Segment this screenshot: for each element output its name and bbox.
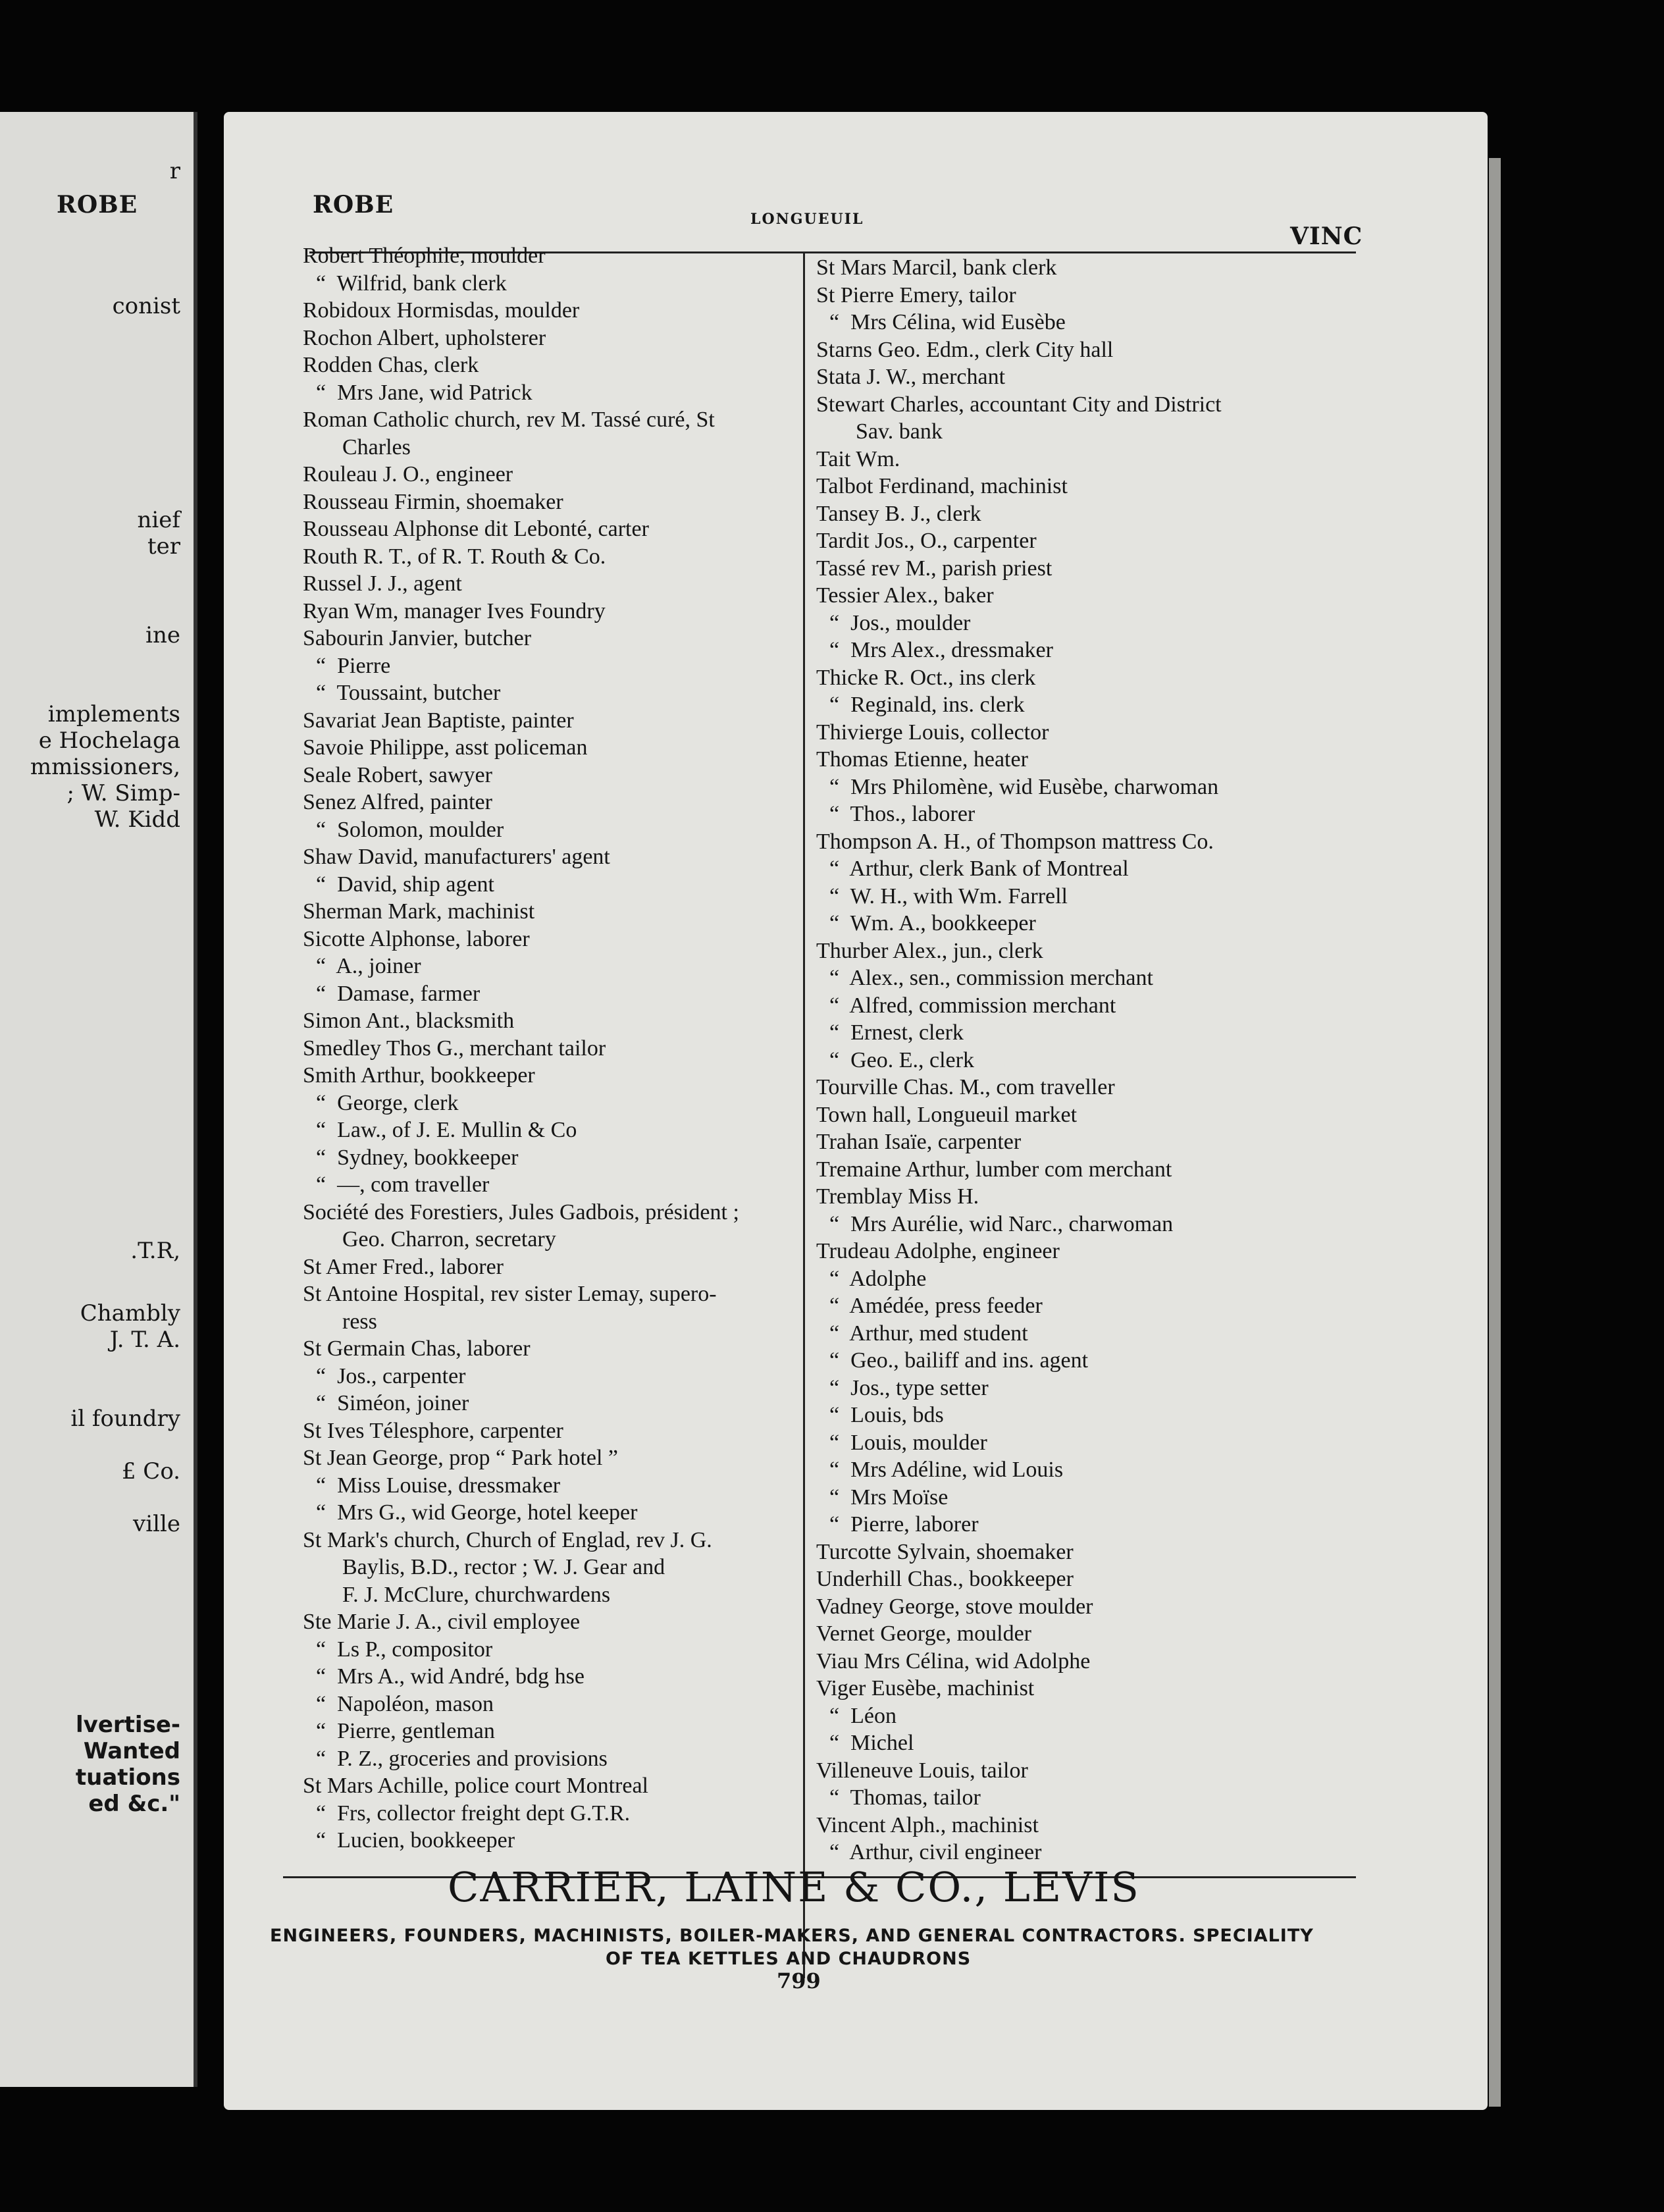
left-page-fragment: tuations [75, 1764, 180, 1791]
directory-entry: “ W. H., with Wm. Farrell [829, 883, 1068, 908]
directory-entry: “ Wilfrid, bank clerk [316, 271, 507, 296]
directory-entry: “ Adolphe [829, 1266, 927, 1291]
header-center: LONGUEUIL [750, 211, 864, 228]
directory-entry: “ —, com traveller [316, 1172, 490, 1197]
directory-entry: “ Mrs Aurélie, wid Narc., charwoman [829, 1211, 1174, 1236]
left-page-fragment: r [169, 158, 180, 184]
directory-entry: “ Lucien, bookkeeper [316, 1828, 515, 1853]
directory-entry: Trudeau Adolphe, engineer [816, 1239, 1060, 1263]
directory-entry: Vernet George, moulder [816, 1621, 1031, 1646]
directory-entry: “ Pierre, gentleman [316, 1719, 495, 1743]
directory-entry: Thomas Etienne, heater [816, 747, 1028, 772]
directory-entry: “ Wm. A., bookkeeper [829, 911, 1036, 935]
directory-entry: “ Arthur, med student [829, 1321, 1028, 1346]
directory-entry: Starns Geo. Edm., clerk City hall [816, 337, 1114, 362]
directory-entry: Smith Arthur, bookkeeper [303, 1063, 535, 1088]
left-page-fragment: nief [137, 507, 180, 533]
directory-entry: “ Mrs Célina, wid Eusèbe [829, 310, 1066, 334]
directory-page [224, 112, 1488, 2110]
left-page-fragment: ; W. Simp- [66, 780, 180, 806]
directory-entry: Savariat Jean Baptiste, painter [303, 708, 574, 733]
directory-entry: Trahan Isaïe, carpenter [816, 1130, 1022, 1154]
left-page-fragment: Wanted [83, 1738, 180, 1764]
directory-entry: Thivierge Louis, collector [816, 720, 1049, 745]
directory-entry: St Mark's church, Church of Englad, rev J. G. [303, 1527, 712, 1552]
directory-entry: “ Léon [829, 1703, 897, 1728]
directory-entry: “ Toussaint, butcher [316, 681, 501, 705]
directory-entry: Ryan Wm, manager Ives Foundry [303, 598, 606, 623]
directory-entry: “ Mrs A., wid André, bdg hse [316, 1664, 585, 1689]
directory-entry: Baylis, B.D., rector ; W. J. Gear and [342, 1555, 665, 1579]
left-page-fragment: lvertise- [76, 1712, 180, 1738]
directory-entry: St Mars Achille, police court Montreal [303, 1774, 648, 1798]
directory-entry: “ Arthur, clerk Bank of Montreal [829, 856, 1129, 881]
directory-entry: “ Frs, collector freight dept G.T.R. [316, 1801, 631, 1826]
directory-entry: Stewart Charles, accountant City and District [816, 392, 1222, 417]
directory-entry: Town hall, Longueuil market [816, 1102, 1078, 1127]
directory-entry: “ Pierre [316, 653, 391, 678]
directory-entry: Rodden Chas, clerk [303, 353, 479, 377]
left-page-fragment: W. Kidd [94, 806, 180, 833]
directory-entry: “ Sydney, bookkeeper [316, 1145, 519, 1170]
directory-entry: “ Mrs Adéline, wid Louis [829, 1458, 1064, 1482]
directory-entry: “ Solomon, moulder [316, 817, 504, 842]
directory-entry: Rochon Albert, upholsterer [303, 325, 546, 350]
directory-entry: Tait Wm. [816, 446, 900, 471]
directory-entry: “ Siméon, joiner [316, 1391, 469, 1415]
directory-entry: Thicke R. Oct., ins clerk [816, 665, 1036, 690]
directory-entry: “ Arthur, civil engineer [829, 1840, 1042, 1864]
left-page-fragment: .T.R, [130, 1238, 180, 1264]
directory-entry: “ David, ship agent [316, 872, 494, 897]
directory-entry: “ Louis, bds [829, 1403, 944, 1427]
directory-entry: “ Jos., type setter [829, 1375, 989, 1400]
directory-entry: “ Louis, moulder [829, 1430, 987, 1455]
directory-entry: St Pierre Emery, tailor [816, 282, 1016, 307]
directory-entry: Rousseau Firmin, shoemaker [303, 489, 563, 514]
directory-entry: Tassé rev M., parish priest [816, 556, 1053, 581]
left-page-fragment: ville [133, 1511, 180, 1537]
directory-entry: “ Geo., bailiff and ins. agent [829, 1348, 1089, 1373]
header-right: VINC [1290, 223, 1363, 250]
directory-entry: Tardit Jos., O., carpenter [816, 529, 1037, 553]
directory-entry: Routh R. T., of R. T. Routh & Co. [303, 544, 606, 569]
directory-entry: Thompson A. H., of Thompson mattress Co. [816, 829, 1214, 854]
directory-entry: “ Napoléon, mason [316, 1691, 494, 1716]
left-page-fragment: e Hochelaga [38, 727, 180, 754]
directory-entry: Stata J. W., merchant [816, 365, 1006, 389]
directory-entry: Geo. Charron, secretary [342, 1227, 556, 1251]
directory-entry: Turcotte Sylvain, shoemaker [816, 1539, 1074, 1564]
directory-entry: “ Michel [829, 1731, 914, 1755]
directory-entry: St Germain Chas, laborer [303, 1336, 531, 1361]
directory-entry: Shaw David, manufacturers' agent [303, 845, 610, 869]
directory-entry: “ Mrs Alex., dressmaker [829, 638, 1053, 662]
directory-entry: Vincent Alph., machinist [816, 1812, 1039, 1837]
directory-entry: Robidoux Hormisdas, moulder [303, 298, 580, 323]
directory-entry: “ A., joiner [316, 954, 421, 978]
directory-entry: Seale Robert, sawyer [303, 762, 492, 787]
directory-entry: ress [342, 1309, 377, 1334]
directory-entry: “ Ls P., compositor [316, 1637, 493, 1662]
directory-entry: “ Thos., laborer [829, 802, 975, 826]
directory-entry: St Amer Fred., laborer [303, 1254, 504, 1279]
directory-entry: “ Mrs Philomène, wid Eusèbe, charwoman [829, 774, 1219, 799]
directory-entry: St Mars Marcil, bank clerk [816, 255, 1057, 280]
directory-entry: Russel J. J., agent [303, 571, 462, 596]
directory-entry: Sherman Mark, machinist [303, 899, 535, 924]
directory-entry: Vadney George, stove moulder [816, 1594, 1093, 1619]
directory-entry: “ Reginald, ins. clerk [829, 693, 1025, 717]
directory-entry: Viger Eusèbe, machinist [816, 1676, 1035, 1700]
directory-entry: Sabourin Janvier, butcher [303, 626, 532, 650]
directory-entry: Savoie Philippe, asst policeman [303, 735, 588, 760]
left-page-fragment: Chambly [80, 1300, 180, 1327]
directory-entry: “ Ernest, clerk [829, 1020, 964, 1045]
left-page-fragment: ine [145, 622, 180, 648]
directory-entry: “ Amédée, press feeder [829, 1294, 1043, 1318]
directory-entry: “ Miss Louise, dressmaker [316, 1473, 561, 1498]
directory-entry: St Ives Télesphore, carpenter [303, 1418, 563, 1443]
column-divider [803, 253, 805, 1978]
directory-entry: Underhill Chas., bookkeeper [816, 1567, 1074, 1591]
left-page-fragment: ed &c." [88, 1791, 180, 1817]
page-number: 799 [777, 1968, 821, 1993]
advertisement-line-1: ENGINEERS, FOUNDERS, MACHINISTS, BOILER-MAKERS, AND GENERAL CONTRACTORS. SPECIALITY [270, 1926, 1314, 1946]
left-page [0, 112, 197, 2087]
directory-entry: “ P. Z., groceries and provisions [316, 1746, 608, 1771]
left-page-fragment: £ Co. [121, 1458, 180, 1485]
left-page-header: ROBE [57, 191, 138, 219]
left-page-fragment: J. T. A. [109, 1327, 180, 1353]
directory-entry: Villeneuve Louis, tailor [816, 1758, 1028, 1783]
directory-entry: “ Jos., carpenter [316, 1363, 466, 1388]
directory-entry: Charles [342, 434, 411, 460]
directory-entry: “ Jos., moulder [829, 610, 971, 635]
page-edge [1489, 158, 1501, 2107]
directory-entry: “ Mrs Moïse [829, 1485, 949, 1510]
advertisement-line-2: OF TEA KETTLES AND CHAUDRONS [606, 1949, 972, 1969]
directory-entry: “ Law., of J. E. Mullin & Co [316, 1118, 577, 1142]
left-page-fragment: conist [112, 293, 180, 319]
advertisement-title: CARRIER, LAINE & CO., LEVIS [448, 1863, 1140, 1911]
left-page-fragment: mmissioners, [30, 754, 180, 780]
header-left: ROBE [313, 191, 394, 219]
directory-entry: Talbot Ferdinand, machinist [816, 474, 1068, 498]
directory-entry: Sicotte Alphonse, laborer [303, 926, 530, 951]
directory-entry: Roman Catholic church, rev M. Tassé curé, St [303, 408, 715, 432]
directory-entry: “ Pierre, laborer [829, 1512, 979, 1537]
directory-entry: Rousseau Alphonse dit Lebonté, carter [303, 517, 649, 541]
directory-entry: St Antoine Hospital, rev sister Lemay, supero- [303, 1282, 717, 1306]
directory-entry: “ Mrs G., wid George, hotel keeper [316, 1500, 638, 1525]
directory-entry: Viau Mrs Célina, wid Adolphe [816, 1648, 1091, 1673]
directory-entry: “ Geo. E., clerk [829, 1047, 974, 1072]
directory-entry: “ Alfred, commission merchant [829, 993, 1116, 1018]
left-page-fragment: implements [47, 701, 180, 727]
directory-entry: “ Damase, farmer [316, 981, 481, 1006]
directory-entry: F. J. McClure, churchwardens [342, 1582, 611, 1607]
directory-entry: Tansey B. J., clerk [816, 501, 981, 526]
directory-entry: St Jean George, prop “ Park hotel ” [303, 1446, 619, 1470]
directory-entry: Smedley Thos G., merchant tailor [303, 1036, 606, 1061]
directory-entry: Société des Forestiers, Jules Gadbois, président ; [303, 1199, 739, 1224]
directory-entry: Thurber Alex., jun., clerk [816, 938, 1043, 963]
directory-entry: Tessier Alex., baker [816, 583, 994, 608]
directory-entry: Tremaine Arthur, lumber com merchant [816, 1157, 1172, 1182]
directory-entry: Simon Ant., blacksmith [303, 1009, 515, 1033]
directory-entry: “ George, clerk [316, 1090, 459, 1115]
directory-entry: “ Mrs Jane, wid Patrick [316, 380, 533, 405]
left-page-fragment: ter [147, 533, 180, 560]
directory-entry: Senez Alfred, painter [303, 790, 492, 814]
directory-entry: “ Alex., sen., commission merchant [829, 966, 1153, 990]
directory-entry: Tremblay Miss H. [816, 1184, 979, 1209]
directory-entry: Sav. bank [856, 419, 943, 444]
left-page-fragment: il foundry [70, 1406, 180, 1432]
directory-entry: Rouleau J. O., engineer [303, 462, 513, 487]
directory-entry: Tourville Chas. M., com traveller [816, 1075, 1115, 1099]
directory-entry: “ Thomas, tailor [829, 1785, 981, 1810]
directory-entry: Robert Théophile, moulder [303, 244, 546, 268]
directory-entry: Ste Marie J. A., civil employee [303, 1610, 581, 1634]
